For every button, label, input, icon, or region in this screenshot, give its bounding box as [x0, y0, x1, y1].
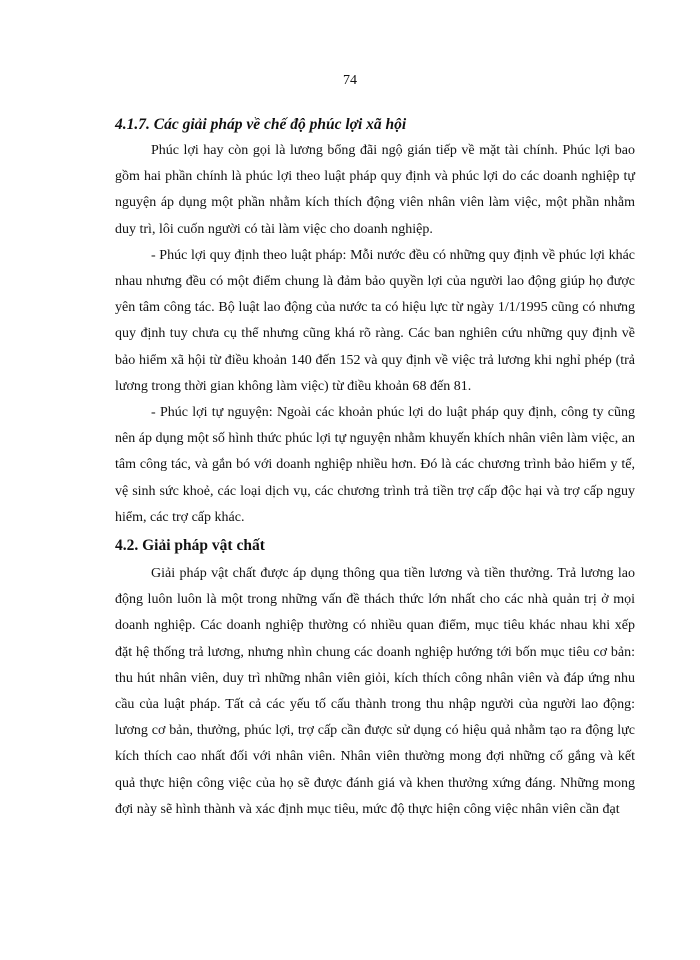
- page-number: 74: [343, 73, 357, 88]
- page-content: [115, 112, 635, 823]
- paragraph: - Phúc lợi tự nguyện: Ngoài các khoản phúc lợi do luật pháp quy định, công ty cũng nên áp dụng một số hình thức phúc lợi tự nguyện nhằm khuyến khích nhân viên làm việc, an tâm công tác, và gắn bó với doanh nghiệp nhiều hơn. Đó là các chương trình bảo hiểm y tế, vệ sinh sức khoẻ, các loại dịch vụ, các chương trình trả tiền trợ cấp độc hại và trợ cấp nguy hiểm, các trợ cấp khác.: [115, 405, 635, 525]
- section-heading-4-2: 4.2. Giải pháp vật chất: [115, 537, 265, 555]
- section-heading-4-1-7: 4.1.7. Các giải pháp về chế độ phúc lợi xã hội: [115, 116, 407, 133]
- paragraph: Giải pháp vật chất được áp dụng thông qua tiền lương và tiền thưởng. Trả lương lao động luôn luôn là một trong những vấn đề thách thức lớn nhất cho các nhà quản trị ở mọi doanh nghiệp. Các doanh nghiệp thường có nhiều quan điểm, mục tiêu khác nhau khi xếp đặt hệ thống trả lương, nhưng nhìn chung các doanh nghiệp hướng tới bốn mục tiêu cơ bản: thu hút nhân viên, duy trì những nhân viên giỏi, kích thích công nhân viên và đáp ứng nhu cầu của luật pháp. Tất cả các yếu tố cấu thành trong thu nhập người của người lao động: lương cơ bản, thưởng, phúc lợi, trợ cấp cần được sử dụng có hiệu quả nhằm tạo ra động lực kích thích cao nhất đối với nhân viên. Nhân viên thường mong đợi những cố gắng và kết quả thực hiện công việc của họ sẽ được đánh giá và khen thưởng xứng đáng. Những mong đợi này sẽ hình thành và xác định mục tiêu, mức độ thực hiện công việc nhân viên cần đạt: [115, 566, 635, 817]
- paragraph: Phúc lợi hay còn gọi là lương bổng đãi ngộ gián tiếp về mặt tài chính. Phúc lợi bao gồm hai phần chính là phúc lợi theo luật pháp quy định và phúc lợi do các doanh nghiệp tự nguyện áp dụng một phần nhằm kích thích động viên nhân viên làm việc, một phần nhằm duy trì, lôi cuốn người có tài làm việc cho doanh nghiệp.: [115, 143, 635, 237]
- paragraph: - Phúc lợi quy định theo luật pháp: Mỗi nước đều có những quy định về phúc lợi khác nhau nhưng đều có một điểm chung là đảm bảo quyền lợi của người lao động giúp họ được yên tâm công tác. Bộ luật lao động của nước ta có hiệu lực từ ngày 1/1/1995 cũng có nhưng quy định tuy chưa cụ thể nhưng cũng khá rõ ràng. Các ban nghiên cứu những quy định về bảo hiểm xã hội từ điều khoản 140 đến 152 và quy định về việc trả lương khi nghỉ phép (trả lương trong thời gian không làm việc) từ điều khoản 68 đến 81.: [115, 247, 635, 394]
